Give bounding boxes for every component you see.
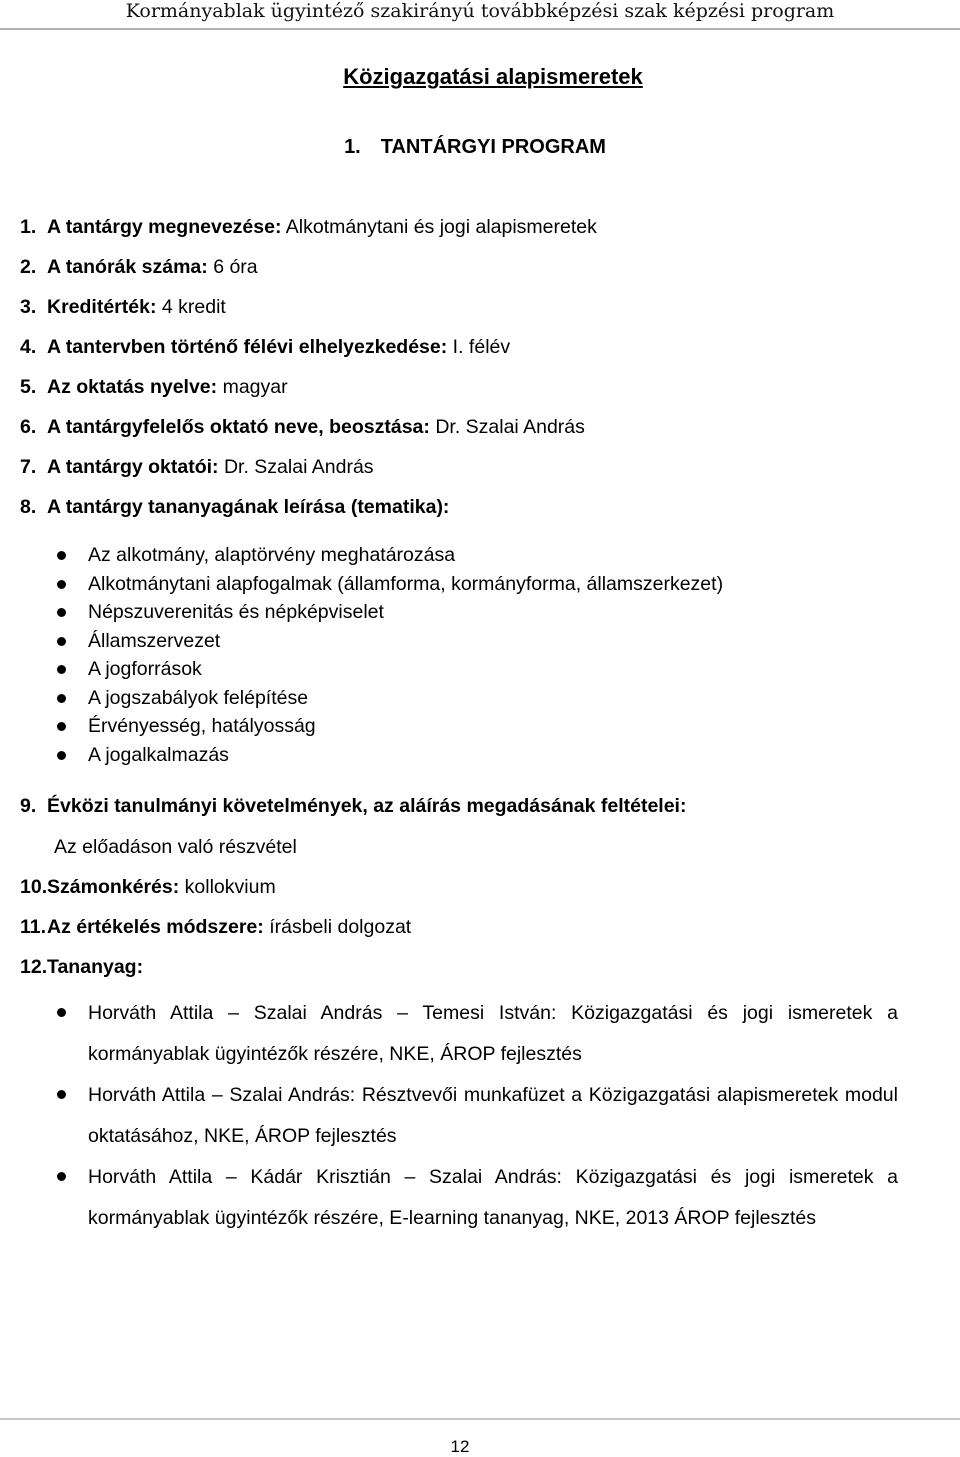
field-item <box>20 373 597 413</box>
field-label: A tantárgyfelelős oktató neve, beosztása: <box>47 416 430 438</box>
section-label: Évközi tanulmányi követelmények, az aláírás megadásának feltételei: <box>47 795 687 817</box>
topic-text: A jogforrások <box>88 658 202 680</box>
topic-text: A jogszabályok felépítése <box>88 686 309 709</box>
reference-item <box>52 993 898 1075</box>
field-number: 4. <box>20 336 37 358</box>
topic-item <box>52 741 723 770</box>
program-title <box>0 136 950 159</box>
field-item <box>20 413 597 453</box>
section-11 <box>20 913 411 941</box>
field-label: A tanórák száma: <box>47 256 208 278</box>
field-value: 4 kredit <box>161 296 226 318</box>
footer-divider <box>0 1418 960 1420</box>
references-list <box>52 993 898 1239</box>
reference-text: Horváth Attila – Szalai András: Résztvevői munkafüzet a Közigazgatási alapismeretek modul oktatásához, NKE, ÁROP fejlesztés <box>88 1084 898 1147</box>
field-label: Kreditérték: <box>47 296 157 318</box>
field-label: A tantárgy megnevezése: <box>47 216 282 238</box>
field-item <box>20 213 597 253</box>
field-number: 2. <box>20 256 37 278</box>
bullet-icon <box>57 751 66 760</box>
running-header: Kormányablak ügyintéző szakirányú továbbképzési szak képzési program <box>125 0 835 22</box>
field-value: Alkotmánytani és jogi alapismeretek <box>285 216 597 238</box>
section-number: 12. <box>20 956 48 978</box>
field-label: A tantárgy tananyagának leírása (tematika): <box>47 496 450 518</box>
field-value: magyar <box>222 376 288 398</box>
program-number: 1. <box>344 136 361 158</box>
field-label: A tantervben történő félévi elhelyezkedése: <box>47 336 448 358</box>
topic-item <box>52 712 723 741</box>
section-12 <box>20 953 143 981</box>
bullet-icon <box>57 694 66 703</box>
section-label: Az értékelés módszere: <box>47 916 264 938</box>
bullet-icon <box>57 1008 66 1017</box>
reference-item <box>52 1075 898 1157</box>
field-number: 1. <box>20 216 37 238</box>
bullet-icon <box>57 722 66 731</box>
field-item <box>20 253 597 293</box>
reference-item <box>52 1157 898 1239</box>
section-number: 9. <box>20 795 37 817</box>
header-divider <box>0 28 960 30</box>
field-item <box>20 333 597 373</box>
bullet-icon <box>57 608 66 617</box>
section-label: Tananyag: <box>47 956 144 978</box>
bullet-icon <box>57 551 66 560</box>
field-value: Dr. Szalai András <box>435 416 585 438</box>
field-number: 7. <box>20 456 37 478</box>
topic-text: Érvényesség, hatályosság <box>88 715 316 737</box>
section-9-body: Az előadáson való részvétel <box>54 836 297 858</box>
topic-text: Államszervezet <box>88 629 221 652</box>
topic-item <box>52 627 723 656</box>
topic-text: A jogalkalmazás <box>88 743 229 766</box>
section-value: írásbeli dolgozat <box>269 916 412 938</box>
topic-item <box>52 655 723 684</box>
field-item <box>20 453 597 493</box>
field-item <box>20 493 597 533</box>
section-number: 10. <box>20 876 48 898</box>
topic-text: Alkotmánytani alapfogalmak (államforma, kormányforma, államszerkezet) <box>88 572 724 595</box>
field-number: 5. <box>20 376 37 398</box>
topic-text: Az alkotmány, alaptörvény meghatározása <box>88 544 456 566</box>
field-number: 3. <box>20 296 37 318</box>
section-value: kollokvium <box>184 876 276 898</box>
topic-item <box>52 570 723 599</box>
field-label: A tantárgy oktatói: <box>47 456 219 478</box>
section-number: 11. <box>20 916 47 938</box>
topic-item <box>52 684 723 713</box>
page-number: 12 <box>450 1437 470 1456</box>
field-number: 6. <box>20 416 37 438</box>
field-value: I. félév <box>452 336 511 358</box>
bullet-icon <box>57 580 66 589</box>
bullet-icon <box>57 1172 66 1181</box>
field-value: 6 óra <box>213 256 258 278</box>
topic-item <box>52 598 723 627</box>
section-9-heading <box>20 792 686 820</box>
topic-text: Népszuverenitás és népképviselet <box>88 601 384 623</box>
course-fields-list <box>20 213 597 533</box>
section-label: Számonkérés: <box>47 876 180 898</box>
section-10 <box>20 873 276 901</box>
field-number: 8. <box>20 496 37 518</box>
field-label: Az oktatás nyelve: <box>47 376 218 398</box>
document-title: Közigazgatási alapismeretek <box>343 64 643 89</box>
reference-text: Horváth Attila – Kádár Krisztián – Szalai András: Közigazgatási és jogi ismeretek a kormányablak ügyintézők részére, E-learning tananyag, NKE, 2013 ÁROP fejlesztés <box>88 1166 898 1229</box>
reference-text: Horváth Attila – Szalai András – Temesi István: Közigazgatási és jogi ismeretek a kormányablak ügyintézők részére, NKE, ÁROP fejlesztés <box>88 1002 898 1065</box>
bullet-icon <box>57 1090 66 1099</box>
program-title-text: TANTÁRGYI PROGRAM <box>380 136 606 158</box>
field-item <box>20 293 597 333</box>
bullet-icon <box>57 637 66 646</box>
topics-list <box>52 541 723 769</box>
field-value: Dr. Szalai András <box>223 456 374 478</box>
topic-item <box>52 541 723 570</box>
bullet-icon <box>57 665 66 674</box>
